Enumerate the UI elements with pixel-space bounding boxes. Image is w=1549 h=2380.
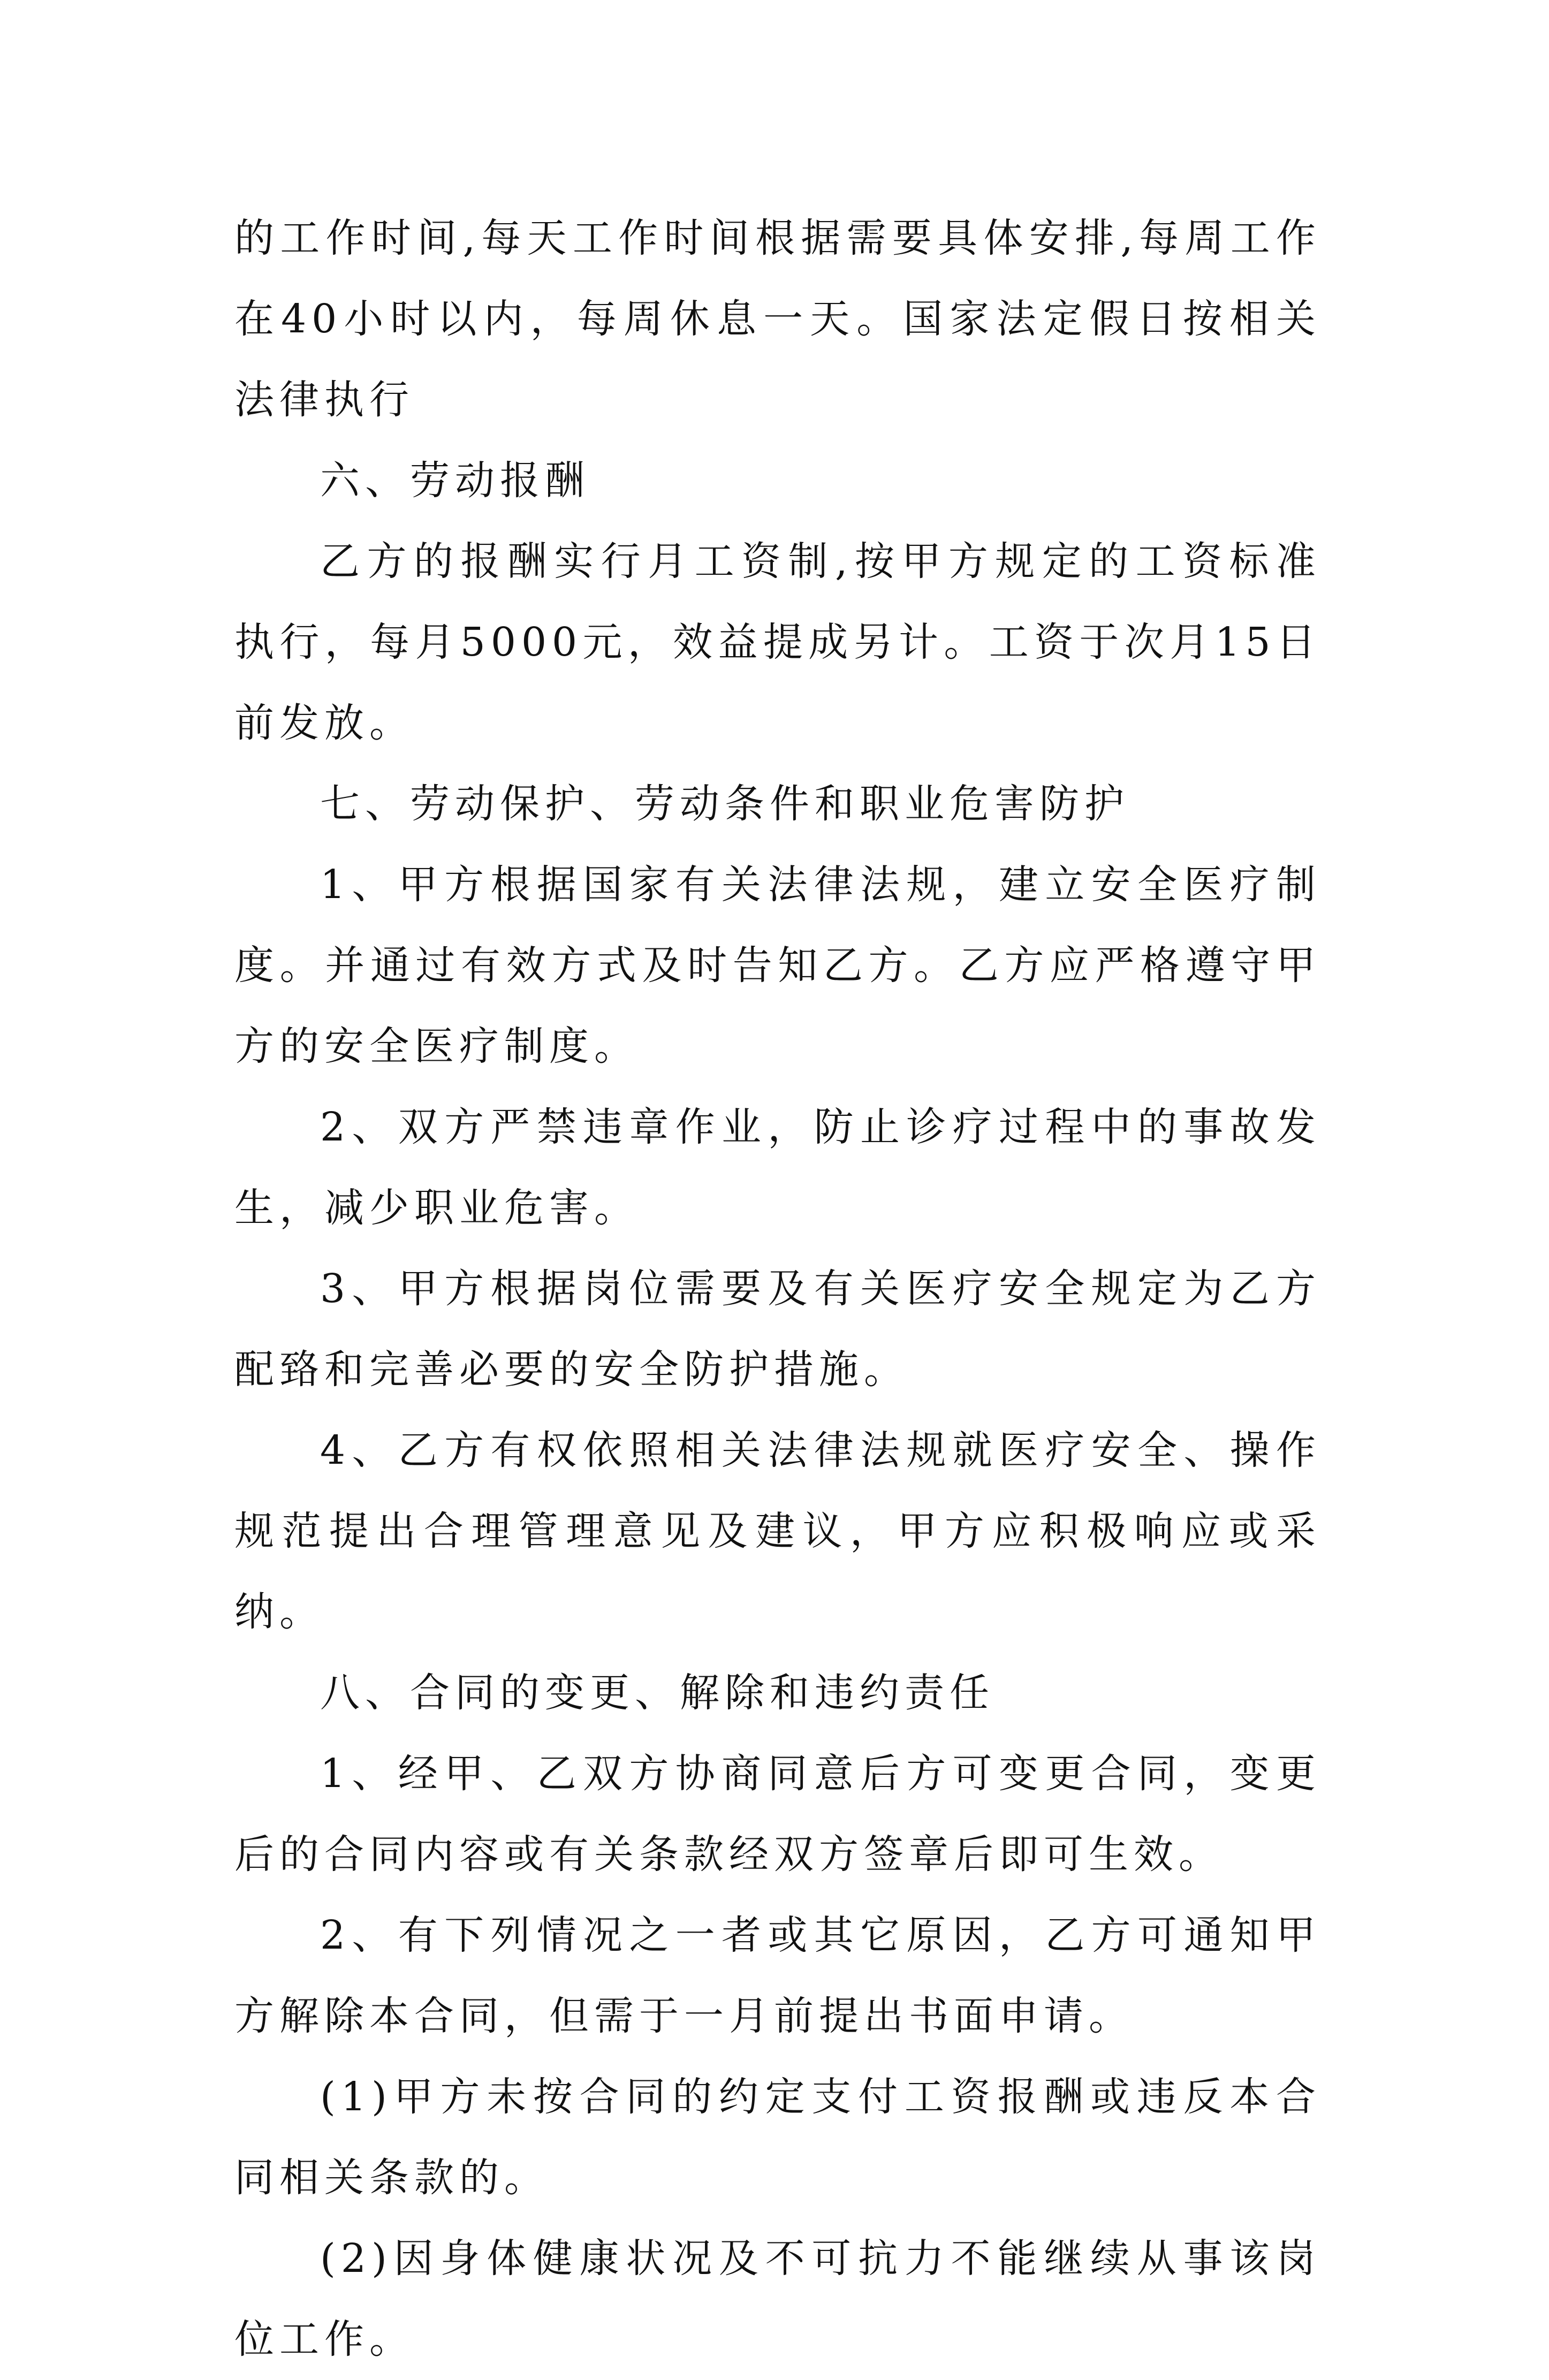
clause-7-3: 3、甲方根据岗位需要及有关医疗安全规定为乙方配臵和完善必要的安全防护措施。	[234, 1266, 1321, 1393]
clause-8-1: 1、经甲、乙双方协商同意后方可变更合同，变更后的合同内容或有关条款经双方签章后即可生效。	[234, 1751, 1321, 1877]
section-heading-contract-change: 八、合同的变更、解除和违约责任	[320, 1670, 994, 1716]
section-heading-labor-protection: 七、劳动保护、劳动条件和职业危害防护	[320, 781, 1129, 827]
document-body	[234, 198, 1321, 2380]
clause-8-2-item-2: (2)因身体健康状况及不可抗力不能继续从事该岗位工作。	[234, 2235, 1321, 2362]
clause-8-2-item-1: (1)甲方未按合同的约定支付工资报酬或违反本合同相关条款的。	[234, 2074, 1321, 2201]
paragraph-remuneration: 乙方的报酬实行月工资制,按甲方规定的工资标准执行，每月5000元，效益提成另计。工资于次月15日前发放。	[234, 538, 1321, 746]
clause-7-1: 1、甲方根据国家有关法律法规，建立安全医疗制度。并通过有效方式及时告知乙方。乙方应严格遵守甲方的安全医疗制度。	[234, 862, 1321, 1069]
clause-7-2: 2、双方严禁违章作业，防止诊疗过程中的事故发生，减少职业危害。	[234, 1104, 1321, 1231]
paragraph-continuation: 的工作时间,每天工作时间根据需要具体安排,每周工作在40小时以内，每周休息一天。国家法定假日按相关法律执行	[234, 215, 1321, 423]
clause-8-2: 2、有下列情况之一者或其它原因，乙方可通知甲方解除本合同，但需于一月前提出书面申请。	[234, 1912, 1321, 2039]
clause-7-4: 4、乙方有权依照相关法律法规就医疗安全、操作规范提出合理管理意见及建议，甲方应积极响应或采纳。	[234, 1427, 1321, 1635]
section-heading-labor-remuneration: 六、劳动报酬	[320, 458, 590, 504]
